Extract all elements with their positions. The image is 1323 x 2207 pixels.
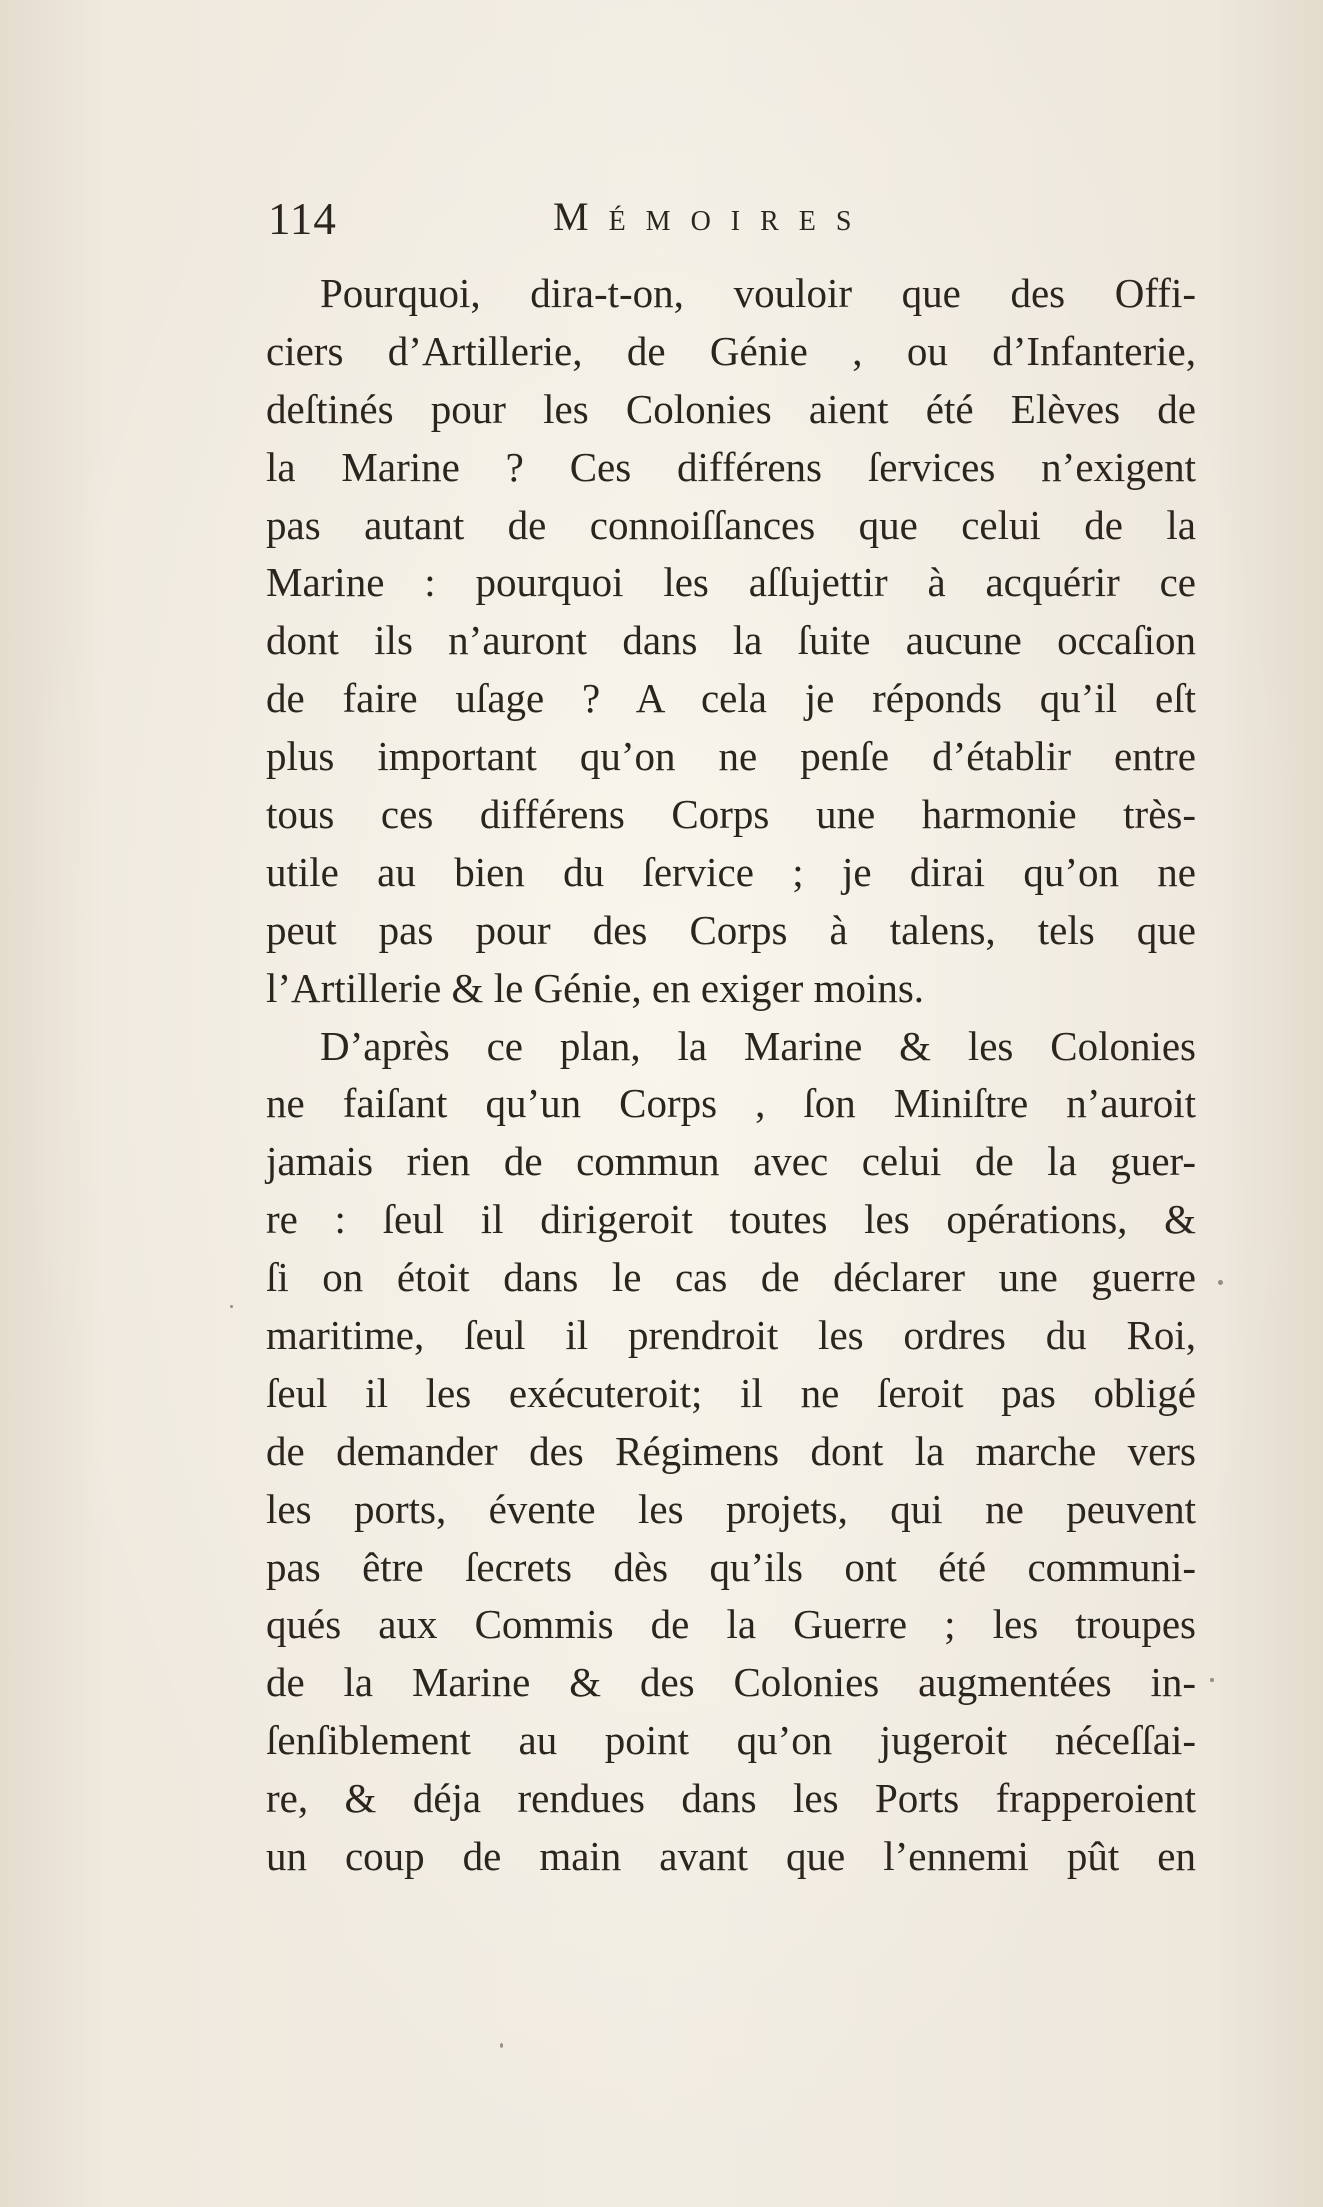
- text-line: ſenſiblement au point qu’on jugeroit néceſſai-: [266, 1717, 1196, 1764]
- paper-speck: [500, 2043, 503, 2048]
- text-line: de faire uſage ? A cela je réponds qu’il eſt: [266, 675, 1196, 722]
- text-line: jamais rien de commun avec celui de la guer-: [266, 1138, 1196, 1185]
- text-line: pas autant de connoiſſances que celui de la: [266, 501, 1196, 548]
- text-line: l’Artillerie & le Génie, en exiger moins.: [266, 964, 925, 1011]
- page-number: 114: [268, 194, 337, 244]
- text-line: la Marine ? Ces différens ſervices n’exigent: [266, 443, 1196, 490]
- text-line: utile au bien du ſervice ; je dirai qu’on ne: [266, 848, 1196, 895]
- text-line: un coup de main avant que l’ennemi pût en: [266, 1833, 1196, 1880]
- text-line: D’après ce plan, la Marine & les Colonies: [320, 1022, 1196, 1069]
- page-header: [268, 193, 968, 253]
- body-text: [266, 265, 1196, 1886]
- text-line: peut pas pour des Corps à talens, tels que: [266, 906, 1196, 953]
- text-line: plus important qu’on ne penſe d’établir entre: [266, 733, 1196, 780]
- text-line: dont ils n’auront dans la ſuite aucune occaſion: [266, 617, 1196, 664]
- text-line: ſeul il les exécuteroit; il ne ſeroit pas obligé: [266, 1369, 1196, 1416]
- text-line: ne faiſant qu’un Corps , ſon Miniſtre n’auroit: [266, 1080, 1196, 1127]
- text-line: Pourquoi, dira-t-on, vouloir que des Offi-: [320, 270, 1196, 316]
- text-line: ſi on étoit dans le cas de déclarer une guerre: [266, 1254, 1196, 1301]
- text-line: pas être ſecrets dès qu’ils ont été communi-: [266, 1543, 1196, 1590]
- paper-speck: [230, 1305, 233, 1308]
- paper-speck: [1218, 1280, 1223, 1285]
- running-title: Mémoires: [553, 194, 872, 239]
- text-line: tous ces différens Corps une harmonie très-: [266, 791, 1196, 838]
- text-line: qués aux Commis de la Guerre ; les troupes: [266, 1601, 1196, 1648]
- text-line: Marine : pourquoi les aſſujettir à acquérir ce: [266, 559, 1196, 606]
- text-line: deſtinés pour les Colonies aient été Elèves de: [266, 385, 1196, 432]
- text-line: maritime, ſeul il prendroit les ordres du Roi,: [266, 1312, 1196, 1359]
- text-line: de demander des Régimens dont la marche vers: [266, 1427, 1196, 1474]
- paper-speck: [1210, 1678, 1214, 1682]
- text-line: re : ſeul il dirigeroit toutes les opérations, &: [266, 1196, 1196, 1243]
- text-line: de la Marine & des Colonies augmentées in-: [266, 1659, 1196, 1706]
- text-line: ciers d’Artillerie, de Génie , ou d’Infanterie,: [266, 327, 1196, 374]
- text-line: re, & déja rendues dans les Ports frapperoient: [266, 1775, 1196, 1822]
- text-line: les ports, évente les projets, qui ne peuvent: [266, 1485, 1196, 1532]
